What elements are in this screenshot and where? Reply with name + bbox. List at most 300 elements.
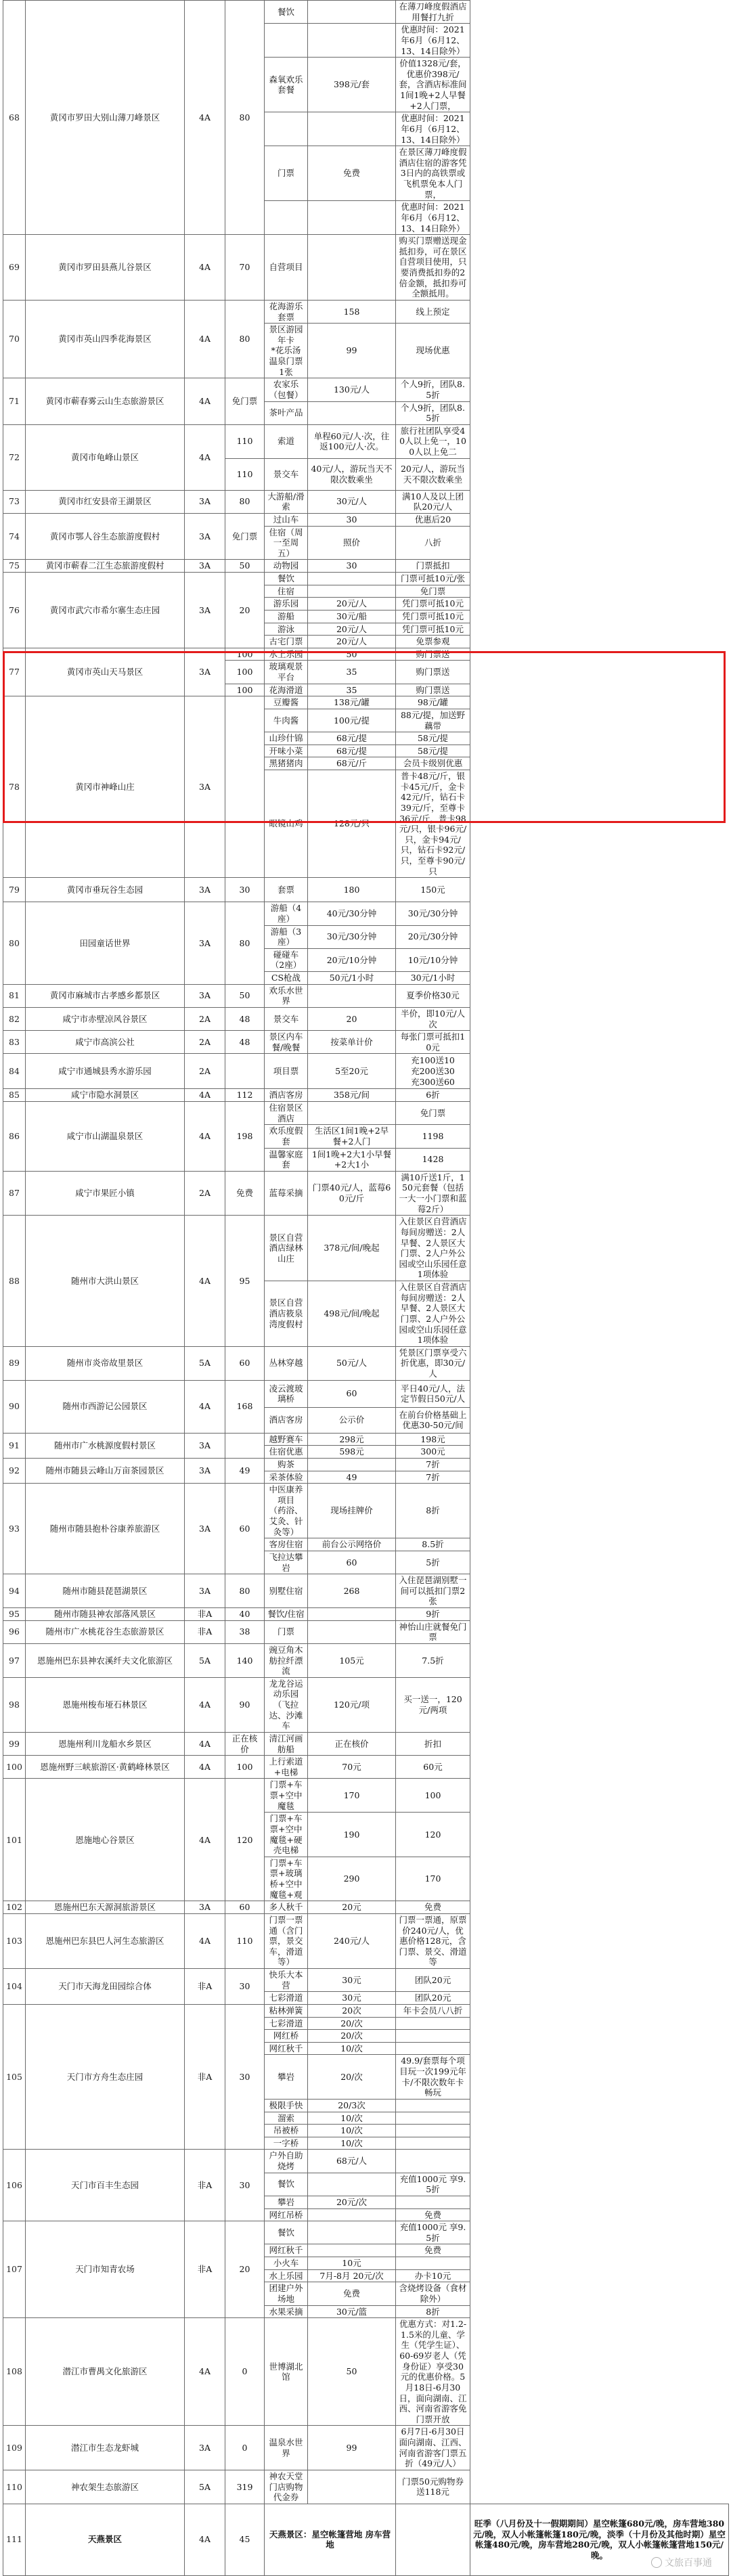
discount-offer: 8折 [396,2305,470,2318]
discount-offer: 7.5折 [396,1643,470,1677]
discount-item: 景交车 [265,1007,308,1030]
table-row [3,573,729,585]
discount-item: 世博湖北馆 [265,2318,308,2426]
item-original-price: 30元/人 [308,490,396,513]
discount-item: 温泉水世界 [265,2426,308,2470]
item-original-price: 398元/套 [308,58,396,112]
ticket-price: 0 [225,2426,265,2470]
ticket-price: 90 [225,1677,265,1732]
ticket-price: 20 [225,2221,265,2318]
discount-offer: 折扣 [396,1732,470,1755]
discount-item: 七彩滑道 [265,1992,308,2005]
table-row [3,235,729,301]
table-row [3,1102,729,1125]
discount-offer: 7折 [396,1458,470,1471]
table-row [3,2426,729,2470]
discount-item: 农家乐（包餐） [265,378,308,401]
discount-offer: 现场优惠 [396,324,470,378]
scenic-area-name: 黄冈市垂玩谷生态园 [26,878,185,902]
discount-item: 游船 [265,610,308,623]
discount-offer: 120 [396,1813,470,1857]
item-original-price: 138元/罐 [308,696,396,709]
discount-offer: 优惠方式：对1.2-1.5米的儿童、学生（凭学生证）、60-69岁老人（凭身份证）享受30元的优惠价格。5月18日-6月30日，面向湖南、江西、河南省游客免门票开放 [396,2318,470,2426]
table-row [3,1007,729,1030]
item-original-price: 10元 [308,2257,396,2270]
item-original-price: 10/次 [308,2125,396,2137]
scenic-area-name: 黄冈市蕲春雾云山生态旅游景区 [26,378,185,425]
row-number: 78 [3,696,26,878]
discount-item [265,112,308,146]
discount-item: 花海游乐套票 [265,300,308,323]
ticket-price: 80 [225,490,265,513]
discount-offer: 在前台价格基础上 优惠30-50元/间 [396,1407,470,1433]
scenic-grade: 5A [185,1346,225,1380]
table-row [3,1171,729,1216]
scenic-area-name: 咸宁市山湖温泉景区 [26,1102,185,1172]
row-number: 72 [3,424,26,490]
discount-offer: 7折 [396,1471,470,1484]
scenic-grade: 4A [185,378,225,425]
row-number: 81 [3,984,26,1007]
ticket-price: 80 [225,1,265,235]
discount-offer: 免门票 [396,1102,470,1125]
discount-offer: 个人9折，团队8.5折 [396,401,470,424]
discount-item: 攀岩 [265,2196,308,2208]
scenic-area-name: 恩施地心谷景区 [26,1779,185,1901]
discount-item: 游船（3座） [265,925,308,948]
scenic-grade: 3A [185,696,225,878]
discount-offer: 办卡10元 [396,2269,470,2282]
watermark-logo-icon [651,2557,662,2568]
ticket-price: 80 [225,1574,265,1608]
ticket-price: 110 [225,424,265,458]
discount-item: 景区自营酒店筱泉湾度假村 [265,1281,308,1347]
discount-offer: 个人9折，团队8.5折 [396,378,470,401]
scenic-grade: 3A [185,573,225,648]
discount-item: 凌云渡玻璃桥 [265,1380,308,1407]
watermark: 文旅百事通 [651,2556,712,2569]
item-original-price [308,235,396,301]
discount-offer: 会员卡级别优惠 [396,757,470,770]
item-original-price [308,1458,396,1471]
discount-offer: 购门票送 [396,661,470,684]
discount-offer: 58元/提 [396,745,470,757]
scenic-area-name: 随州市炎帝故里景区 [26,1346,185,1380]
discount-offer: 神怡山庄就餐免门票 [396,1620,470,1643]
row-number: 84 [3,1054,26,1089]
discount-item: 网红秋千 [265,2042,308,2055]
discount-item: 客房住宿 [265,1538,308,1551]
item-original-price: 20/3次 [308,2099,396,2112]
discount-item: 攀岩 [265,2055,308,2100]
discount-offer: 购门票送 [396,684,470,696]
discount-item: 森氧欢乐套餐 [265,58,308,112]
discount-offer: 30元/30分钟 [396,902,470,925]
discount-offer: 充值1000元 享9.5折 [396,2173,470,2196]
discount-offer: 8折 [396,1484,470,1538]
item-original-price: 130元/人 [308,378,396,401]
scenic-area-name: 随州市随县神农部落风景区 [26,1608,185,1621]
discount-item: 餐饮 [265,2173,308,2196]
discount-offer: 98元/罐 [396,696,470,709]
discount-offer: 平日40元/人，法定节假日50元/人 [396,1380,470,1407]
table-row [3,1,729,24]
row-number: 109 [3,2426,26,2470]
scenic-grade: 非A [185,2150,225,2221]
table-body [3,1,729,2576]
discount-offer: 198元 [396,1433,470,1446]
discount-offer: 凭门票可抵10元 [396,610,470,623]
discount-offer [396,2042,470,2055]
ticket-price: 100 [225,1756,265,1779]
item-original-price: 门票40元/人，蓝莓60元/斤 [308,1171,396,1216]
discount-item: 门票+车票+玻璃桥+空中魔毯+观 [265,1857,308,1901]
scenic-grade: 4A [185,1,225,235]
discount-offer: 夏季价格30元 [396,984,470,1007]
document-page [3,0,728,2576]
discount-item: 团建户外场地 [265,2282,308,2305]
item-original-price: 20次 [308,2004,396,2017]
item-original-price: 158 [308,300,396,323]
ticket-price: 30 [225,878,265,902]
discount-offer: 满10斤送1斤，150元套餐（包括一大一小门票和蓝莓2斤） [396,1171,470,1216]
ticket-price: 20 [225,573,265,648]
discount-offer: 充值1000元 享9.5折 [396,2221,470,2244]
discount-offer: 6折 [396,1089,470,1102]
scenic-area-name: 黄冈市罗田县燕儿谷景区 [26,235,185,301]
item-original-price: 170 [308,1779,396,1813]
row-number: 100 [3,1756,26,1779]
item-original-price: 35 [308,661,396,684]
discount-item: 丛林穿越 [265,1346,308,1380]
discount-item: 七彩滑道 [265,2017,308,2030]
ticket-price: 140 [225,1643,265,1677]
table-row [3,1346,729,1380]
scenic-grade: 3A [185,1901,225,1914]
row-number: 87 [3,1171,26,1216]
discount-item: 中医康养项目 （药浴、艾灸、针灸等） [265,1484,308,1538]
item-original-price: 268 [308,1574,396,1608]
discount-offer: 58元/提 [396,732,470,745]
scenic-area-name: 恩施州利川龙船水乡景区 [26,1732,185,1755]
item-original-price: 598元 [308,1446,396,1459]
item-original-price [308,201,396,235]
scenic-grade: 4A [185,1216,225,1347]
ticket-price [225,1433,265,1458]
scenic-area-name: 天门市知青农场 [26,2221,185,2318]
scenic-grade: 4A [185,1089,225,1102]
scenic-grade: 3A [185,984,225,1007]
item-original-price: 30 [308,513,396,526]
scenic-area-name: 黄冈市英山四季花海景区 [26,300,185,378]
discount-item: 快乐大本营 [265,1969,308,1992]
item-original-price: 20/次 [308,2017,396,2030]
item-original-price [308,1102,396,1125]
item-original-price: 20/次 [308,2030,396,2043]
row-number: 89 [3,1346,26,1380]
discount-item: 飞拉达攀岩 [265,1551,308,1574]
table-row [3,1380,729,1407]
item-original-price: 100元/提 [308,709,396,732]
ticket-price: 198 [225,1102,265,1172]
item-original-price: 68元/斤 [308,757,396,770]
discount-offer: 免费 [396,2244,470,2257]
discount-item: 山珍什锦 [265,732,308,745]
row-number: 96 [3,1620,26,1643]
table-row [3,648,729,661]
item-original-price: 5至20元 [308,1054,396,1089]
discount-offer: 20元/30分钟 [396,925,470,948]
discount-item: 一字桥 [265,2137,308,2150]
item-original-price: 358元/间 [308,1089,396,1102]
table-row [3,2150,729,2173]
scenic-grade: 5A [185,1643,225,1677]
item-original-price: 10/次 [308,2042,396,2055]
discount-offer: 9折 [396,1608,470,1621]
scenic-grade: 3A [185,1433,225,1458]
scenic-grade: 4A [185,1380,225,1433]
row-number: 68 [3,1,26,235]
discount-item: 神农天堂门店购物代金券 [265,2470,308,2504]
discount-item: 花海滑道 [265,684,308,696]
discount-item: 门票 [265,1620,308,1643]
scenic-grade: 3A [185,490,225,513]
table-row [3,2004,729,2017]
discount-offer: 凭景区门票享受六折优惠，即30元/人 [396,1346,470,1380]
ticket-price: 30 [225,2004,265,2150]
item-original-price [308,573,396,585]
discount-item: 住宿 [265,585,308,598]
table-row [3,2318,729,2426]
item-original-price: 50元/人 [308,1346,396,1380]
item-original-price: 20 [308,1007,396,1030]
scenic-area-name: 恩施州巴东天源洞旅游景区 [26,1901,185,1914]
table-row [3,696,729,709]
table-row [3,560,729,573]
item-original-price: 99 [308,324,396,378]
scenic-grade: 2A [185,1054,225,1089]
item-original-price: 免费 [308,2282,396,2305]
item-original-price: 30元 [308,1969,396,1992]
discount-item: 越野赛车 [265,1433,308,1446]
discount-item: 门票一票通（含门票，景交车，滑道等） [265,1913,308,1968]
item-original-price: 按菜单计价 [308,1031,396,1054]
discount-offer: 60元 [396,1756,470,1779]
discount-item: 餐饮/住宿 [265,1608,308,1621]
row-number: 86 [3,1102,26,1172]
row-number: 93 [3,1484,26,1574]
discount-offer: 88元/提，加送野藕带 [396,709,470,732]
item-original-price: 290 [308,1857,396,1901]
ticket-price: 40 [225,1608,265,1621]
table-row [3,2470,729,2504]
ticket-price: 319 [225,2470,265,2504]
scenic-grade: 3A [185,2426,225,2470]
item-original-price: 20元 [308,1901,396,1914]
row-number: 111 [3,2504,26,2575]
row-number: 88 [3,1216,26,1347]
table-row [3,1643,729,1677]
scenic-area-name: 天燕景区 [26,2504,185,2575]
item-original-price: 50 [308,648,396,661]
discount-item: 游泳 [265,623,308,636]
ticket-price: 50 [225,984,265,1007]
scenic-area-name: 恩施州梭布垭石林景区 [26,1677,185,1732]
discount-item: 动物园 [265,560,308,573]
scenic-grade: 3A [185,1458,225,1483]
item-original-price: 120元/项 [308,1677,396,1732]
discount-item: 眼镜山鸡 [265,770,308,878]
item-original-price: 20/次 [308,2055,396,2100]
row-number: 103 [3,1913,26,1968]
discount-item [265,201,308,235]
discount-offer: 满10人及以上团队20元/人 [396,490,470,513]
row-number: 71 [3,378,26,425]
scenic-area-name: 恩施州巴东县巴人河生态旅游区 [26,1913,185,1968]
table-row [3,878,729,902]
discount-offer: 20元/人，游玩当天不限次数乘坐 [396,458,470,490]
row-number: 75 [3,560,26,573]
discount-item: CS枪战 [265,972,308,985]
discount-offer [396,2017,470,2030]
scenic-area-name: 咸宁市隐水洞景区 [26,1089,185,1102]
row-number: 70 [3,300,26,378]
discount-offer: 八折 [396,526,470,560]
discount-item: 餐饮 [265,1,308,24]
discount-item: 门票+车票+空中魔毯+硬壳电梯 [265,1813,308,1857]
table-row [3,2221,729,2244]
scenic-grade: 4A [185,424,225,490]
scenic-area-name: 天门市天海龙田园综合体 [26,1969,185,2005]
scenic-grade: 3A [185,513,225,560]
discount-item: 游船（4座） [265,902,308,925]
scenic-grade: 4A [185,1779,225,1901]
discount-offer: 含烧烤设备（食材除外） [396,2282,470,2305]
discount-offer: 优惠时间：2021年6月（6月12、13、14日除外） [396,201,470,235]
discount-offer: 门票可抵10元/张 [396,573,470,585]
item-original-price: 30元/30分钟 [308,925,396,948]
discount-item: 豌豆角木舫拉纤漂流 [265,1643,308,1677]
table-row [3,1433,729,1446]
item-original-price: 10/次 [308,2112,396,2125]
item-original-price: 190 [308,1813,396,1857]
table-row [3,378,729,401]
discount-item: 龙龙谷运动乐园（飞拉达、沙滩车 [265,1677,308,1732]
scenic-area-name: 黄冈市龟峰山景区 [26,424,185,490]
item-original-price: 60 [308,1551,396,1574]
discount-item: 上行索道+电梯 [265,1756,308,1779]
row-number: 104 [3,1969,26,2005]
ticket-price: 30 [225,1969,265,2005]
discount-offer: 300元 [396,1446,470,1459]
row-number: 74 [3,513,26,560]
ticket-price: 免门票 [225,513,265,560]
discount-offer: 半价，即10元/人次 [396,1007,470,1030]
scenic-area-name: 黄冈市英山天马景区 [26,648,185,696]
scenic-grade: 3A [185,902,225,984]
ticket-price [225,1054,265,1089]
item-original-price: 20元/人 [308,636,396,648]
ticket-price: 120 [225,1779,265,1901]
discount-offer: 10元/10分钟 [396,948,470,971]
scenic-grade: 非A [185,2221,225,2318]
discount-offer: 团队20元 [396,1969,470,1992]
scenic-area-name: 黄冈市红安县帝王湖景区 [26,490,185,513]
item-original-price [308,2173,396,2196]
discount-item: 户外自助烧烤 [265,2150,308,2173]
item-original-price [308,2244,396,2257]
discount-item: 溜索 [265,2112,308,2125]
ticket-price: 49 [225,1458,265,1483]
table-row [3,300,729,323]
row-number: 95 [3,1608,26,1621]
discount-offer [396,2257,470,2270]
table-row [3,1216,729,1281]
ticket-price: 168 [225,1380,265,1433]
ticket-price: 60 [225,1901,265,1914]
discount-offer: 100 [396,1779,470,1813]
table-row [3,1732,729,1755]
discount-offer: 30元/1小时 [396,972,470,985]
discount-item: 水上乐园 [265,2269,308,2282]
item-original-price: 30元/船 [308,610,396,623]
row-number: 106 [3,2150,26,2221]
discount-item: 索道 [265,424,308,458]
scenic-grade: 4A [185,1732,225,1755]
scenic-grade: 非A [185,1608,225,1621]
item-original-price: 128元/只 [308,770,396,878]
scenic-grade: 4A [185,235,225,301]
table-row [3,1031,729,1054]
discount-item: 酒店客房 [265,1089,308,1102]
item-original-price [308,2470,396,2504]
discount-item: 粘林弹簧 [265,2004,308,2017]
scenic-area-name: 随州市随县抱朴谷康养旅游区 [26,1484,185,1574]
discount-offer [396,2099,470,2112]
discount-item: 温馨家庭套 [265,1148,308,1171]
scenic-area-name: 恩施州巴东县神农溪纤夫文化旅游区 [26,1643,185,1677]
scenic-grade: 5A [185,2470,225,2504]
row-number: 110 [3,2470,26,2504]
item-original-price: 240元/人 [308,1913,396,1968]
scenic-grade: 非A [185,1620,225,1643]
scenic-grade: 2A [185,1031,225,1054]
discount-item: 开味小菜 [265,745,308,757]
discount-item: 豆瓣酱 [265,696,308,709]
scenic-grade: 2A [185,1007,225,1030]
discount-offer: 价值1328元/套，优惠价398元/套，含酒店标准间1间1晚+2人早餐+2人门票， [396,58,470,112]
item-original-price [308,984,396,1007]
item-original-price: 30元/篮 [308,2305,396,2318]
discount-offer: 优惠后20 [396,513,470,526]
discount-item: 欢乐度假套 [265,1125,308,1148]
scenic-grade: 4A [185,1677,225,1732]
scenic-grade: 4A [185,2318,225,2426]
scenic-area-name: 随州市广水桃花谷生态旅游景区 [26,1620,185,1643]
discount-offer: 入住景区自营酒店 每间房赠送：2人早餐、2人景区大门票、2人户外公园或空山乐园任意1项体验 [396,1216,470,1281]
table-row [3,1574,729,1608]
discount-item: 餐饮 [265,2221,308,2244]
discount-offer: 优惠时间：2021年6月（6月12、13、14日除外） [396,24,470,58]
item-original-price: 40元/30分钟 [308,902,396,925]
discount-item: 牛肉酱 [265,709,308,732]
item-original-price: 40元/人，游玩当天不限次数乘坐 [308,458,396,490]
item-original-price: 49 [308,1471,396,1484]
ticket-price: 50 [225,560,265,573]
scenic-grade: 4A [185,300,225,378]
ticket-price: 110 [225,1913,265,1968]
discount-offer: 5折 [396,1551,470,1574]
